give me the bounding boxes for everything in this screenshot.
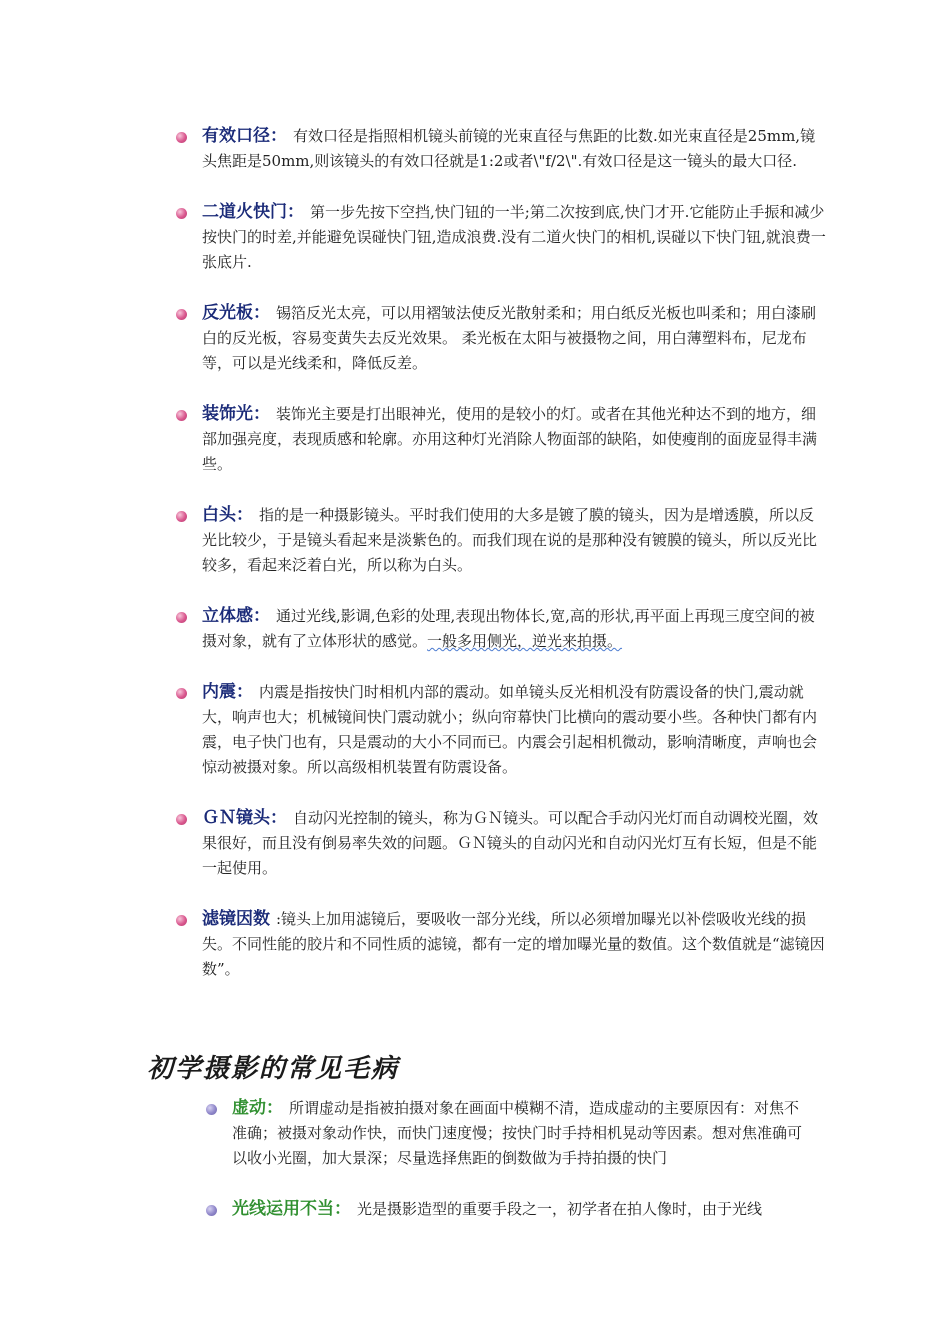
term-label: 二道火快门： — [202, 202, 304, 222]
bullet-icon — [176, 688, 187, 699]
glossary-entry-depth-sense — [176, 604, 826, 654]
glossary-entry-white-lens — [176, 503, 826, 578]
term-label: 滤镜因数 — [202, 909, 270, 929]
bullet-icon — [176, 309, 187, 320]
bullet-icon — [176, 410, 187, 421]
term-label: 虚动： — [232, 1098, 283, 1118]
term-definition: 内震是指按快门时相机内部的震动。如单镜头反光相机没有防震设备的快门,震动就大，响声也大；机械镜间快门震动就小；纵向帘幕快门比横向的震动要小些。各种快门都有内震，电子快门也有，只是震动的大小不同而已。内震会引起相机微动，影响清晰度，声响也会惊动被摄对象。所以高级相机装置有防震设备。 — [202, 683, 818, 776]
bullet-icon — [176, 915, 187, 926]
common-mistakes-section — [206, 1096, 811, 1248]
glossary-entry-gn-lens — [176, 806, 826, 881]
glossary-entry-internal-vibration — [176, 680, 826, 780]
term-label: 立体感： — [202, 606, 270, 626]
bullet-icon — [176, 208, 187, 219]
term-definition: 锡箔反光太亮，可以用褶皱法使反光散射柔和；用白纸反光板也叫柔和；用白漆刷白的反光板，容易变黄失去反光效果。 柔光板在太阳与被摄物之间，用白薄塑料布，尼龙布等，可以是光线柔和，降低反差。 — [202, 304, 817, 372]
term-label: 有效口径： — [202, 126, 287, 146]
term-definition: 光是摄影造型的重要手段之一，初学者在拍人像时，由于光线 — [357, 1200, 763, 1218]
term-definition: :镜头上加用滤镜后，要吸收一部分光线，所以必须增加曝光以补偿吸收光线的损失。不同性能的胶片和不同性质的滤镜，都有一定的增加曝光量的数值。这个数值就是“滤镜因数”。 — [202, 910, 825, 978]
term-definition: 装饰光主要是打出眼神光，使用的是较小的灯。或者在其他光种达不到的地方，细部加强亮度，表现质感和轮廓。亦用这种灯光消除人物面部的缺陷，如使瘦削的面庞显得丰满些。 — [202, 405, 818, 473]
term-label: 白头： — [202, 505, 253, 525]
glossary-entry-accent-light — [176, 402, 826, 477]
bullet-icon — [176, 511, 187, 522]
glossary-entry-two-stage-shutter — [176, 200, 826, 275]
term-definition: 所谓虚动是指被拍摄对象在画面中模糊不清，造成虚动的主要原因有：对焦不准确；被摄对象动作快，而快门速度慢；按快门时手持相机晃动等因素。想对焦准确可以收小光圈，加大景深；尽量选择焦距的倒数做为手持拍摄的快门 — [232, 1099, 803, 1167]
bullet-icon — [176, 814, 187, 825]
term-definition: 指的是一种摄影镜头。平时我们使用的大多是镀了膜的镜头，因为是增透膜，所以反光比较少，于是镜头看起来是淡紫色的。而我们现在说的是那种没有镀膜的镜头，所以反光比较多，看起来泛着白光，所以称为白头。 — [202, 506, 818, 574]
term-label: 装饰光： — [202, 404, 270, 424]
glossary-entry-filter-factor — [176, 907, 826, 982]
term-definition: 第一步先按下空挡,快门钮的一半;第二次按到底,快门才开.它能防止手振和减少按快门的时差,并能避免误碰快门钮,造成浪费.没有二道火快门的相机,误碰以下快门钮,就浪费一张底片. — [202, 203, 826, 271]
bullet-icon — [206, 1104, 217, 1115]
glossary-entry-reflector — [176, 301, 826, 376]
term-label: 内震： — [202, 682, 253, 702]
glossary-entry-effective-aperture — [176, 124, 826, 174]
term-label: 光线运用不当： — [232, 1199, 351, 1219]
glossary-section — [176, 124, 826, 1008]
underlined-phrase: 一般多用侧光，逆光来拍摄。 — [427, 632, 623, 650]
term-label: ＧＮ镜头： — [202, 808, 287, 828]
mistake-entry-lighting — [206, 1197, 811, 1222]
term-definition: 通过光线,影调,色彩的处理,表现出物体长,宽,高的形状,再平面上再现三度空间的被摄对象，就有了立体形状的感觉。 — [202, 607, 815, 650]
term-label: 反光板： — [202, 303, 270, 323]
bullet-icon — [176, 132, 187, 143]
mistake-entry-blur — [206, 1096, 811, 1171]
bullet-icon — [206, 1205, 217, 1216]
term-definition: 自动闪光控制的镜头，称为ＧＮ镜头。可以配合手动闪光灯而自动调校光圈，效果很好，而且没有倒易率失效的问题。ＧＮ镜头的自动闪光和自动闪光灯互有长短，但是不能一起使用。 — [202, 809, 819, 877]
section-heading: 初学摄影的常见毛病 — [147, 1054, 400, 1084]
term-definition: 有效口径是指照相机镜头前镜的光束直径与焦距的比数.如光束直径是25mm,镜头焦距是50mm,则该镜头的有效口径就是1:2或者\"f/2\".有效口径是这一镜头的最大口径. — [202, 127, 816, 170]
bullet-icon — [176, 612, 187, 623]
